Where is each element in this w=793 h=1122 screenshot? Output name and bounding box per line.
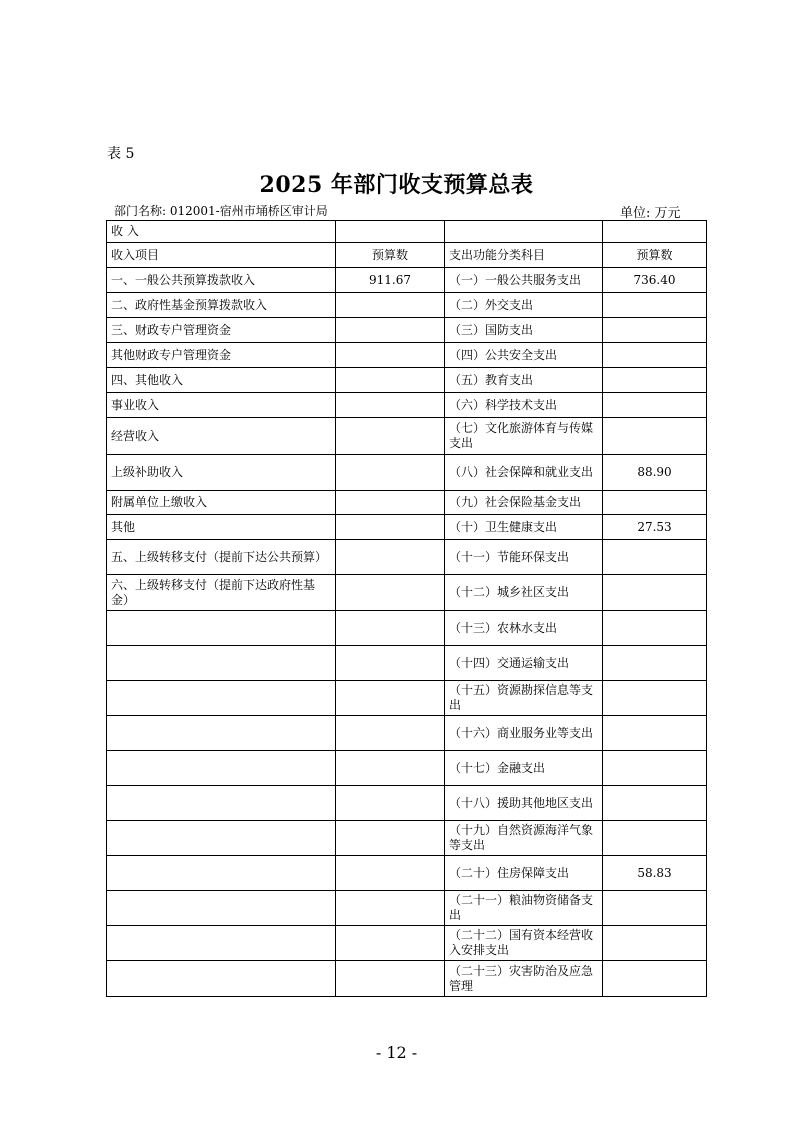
expense-amount-cell: 736.40 — [603, 268, 707, 293]
table-row — [107, 926, 707, 961]
income-item-cell: 二、政府性基金预算拨款收入 — [107, 293, 336, 318]
expense-amount-cell — [603, 393, 707, 418]
expense-item-cell: （十二）城乡社区支出 — [445, 575, 603, 611]
income-amount-cell — [336, 716, 445, 751]
expense-amount-cell — [603, 540, 707, 575]
income-amount-cell: 911.67 — [336, 268, 445, 293]
table-row — [107, 611, 707, 646]
department-name: 部门名称: 012001-宿州市埇桥区审计局 — [114, 204, 328, 218]
col-income-item: 收入项目 — [107, 243, 336, 268]
expense-item-cell: （十五）资源勘探信息等支出 — [445, 681, 603, 716]
income-item-cell: 附属单位上缴收入 — [107, 491, 336, 515]
expense-amount-cell — [603, 491, 707, 515]
section-income-label: 收 入 — [107, 221, 336, 243]
income-amount-cell — [336, 293, 445, 318]
income-item-cell: 一、一般公共预算拨款收入 — [107, 268, 336, 293]
income-item-cell: 经营收入 — [107, 418, 336, 455]
expense-amount-cell: 88.90 — [603, 455, 707, 491]
income-item-cell: 四、其他收入 — [107, 368, 336, 393]
income-item-cell — [107, 681, 336, 716]
table-row — [107, 856, 707, 891]
income-amount-cell — [336, 926, 445, 961]
col-expense-item: 支出功能分类科目 — [445, 243, 603, 268]
income-amount-cell — [336, 418, 445, 455]
expense-amount-cell — [603, 681, 707, 716]
table-row — [107, 891, 707, 926]
expense-amount-cell — [603, 418, 707, 455]
expense-amount-cell — [603, 293, 707, 318]
expense-item-cell: （十八）援助其他地区支出 — [445, 786, 603, 821]
income-amount-cell — [336, 455, 445, 491]
expense-amount-cell — [603, 318, 707, 343]
income-item-cell — [107, 926, 336, 961]
section-expense-label — [445, 221, 603, 243]
table-row — [107, 515, 707, 540]
income-item-cell — [107, 716, 336, 751]
page-number: - 12 - — [375, 1043, 418, 1062]
expense-item-cell: （九）社会保险基金支出 — [445, 491, 603, 515]
expense-item-cell: （五）教育支出 — [445, 368, 603, 393]
table-row — [107, 368, 707, 393]
income-item-cell — [107, 751, 336, 786]
expense-item-cell: （八）社会保障和就业支出 — [445, 455, 603, 491]
table-row — [107, 393, 707, 418]
expense-amount-cell — [603, 646, 707, 681]
income-amount-cell — [336, 393, 445, 418]
income-amount-cell — [336, 646, 445, 681]
expense-item-cell: （十六）商业服务业等支出 — [445, 716, 603, 751]
table-row — [107, 293, 707, 318]
income-amount-cell — [336, 856, 445, 891]
expense-amount-cell — [603, 786, 707, 821]
income-amount-cell — [336, 751, 445, 786]
income-amount-cell — [336, 515, 445, 540]
expense-item-cell: （六）科学技术支出 — [445, 393, 603, 418]
table-row — [107, 318, 707, 343]
income-item-cell: 六、上级转移支付（提前下达政府性基金） — [107, 575, 336, 611]
income-amount-cell — [336, 891, 445, 926]
table-row — [107, 681, 707, 716]
income-amount-cell — [336, 318, 445, 343]
section-income-blank — [336, 221, 445, 243]
section-expense-blank — [603, 221, 707, 243]
col-expense-budget: 预算数 — [603, 243, 707, 268]
income-amount-cell — [336, 611, 445, 646]
table-number: 表 5 — [107, 146, 135, 162]
income-item-cell — [107, 891, 336, 926]
expense-amount-cell — [603, 611, 707, 646]
expense-item-cell: （二十）住房保障支出 — [445, 856, 603, 891]
expense-item-cell: （十四）交通运输支出 — [445, 646, 603, 681]
income-amount-cell — [336, 681, 445, 716]
income-item-cell: 三、财政专户管理资金 — [107, 318, 336, 343]
table-row — [107, 961, 707, 997]
income-amount-cell — [336, 961, 445, 997]
income-amount-cell — [336, 343, 445, 368]
expense-amount-cell — [603, 343, 707, 368]
income-item-cell — [107, 856, 336, 891]
income-item-cell — [107, 961, 336, 997]
income-item-cell: 其他 — [107, 515, 336, 540]
table-row — [107, 540, 707, 575]
table-row — [107, 455, 707, 491]
expense-item-cell: （一）一般公共服务支出 — [445, 268, 603, 293]
expense-item-cell: （十九）自然资源海洋气象等支出 — [445, 821, 603, 856]
expense-amount-cell — [603, 961, 707, 997]
table-row — [107, 418, 707, 455]
expense-item-cell: （十七）金融支出 — [445, 751, 603, 786]
expense-amount-cell — [603, 891, 707, 926]
expense-amount-cell: 58.83 — [603, 856, 707, 891]
income-amount-cell — [336, 786, 445, 821]
table-row — [107, 786, 707, 821]
income-item-cell: 五、上级转移支付（提前下达公共预算） — [107, 540, 336, 575]
budget-table — [106, 220, 707, 997]
income-amount-cell — [336, 540, 445, 575]
table-row — [107, 646, 707, 681]
expense-amount-cell — [603, 368, 707, 393]
expense-amount-cell — [603, 751, 707, 786]
income-item-cell — [107, 646, 336, 681]
income-item-cell: 事业收入 — [107, 393, 336, 418]
section-header-row — [107, 221, 707, 243]
income-amount-cell — [336, 821, 445, 856]
expense-item-cell: （二）外交支出 — [445, 293, 603, 318]
expense-amount-cell — [603, 716, 707, 751]
expense-item-cell: （十）卫生健康支出 — [445, 515, 603, 540]
column-header-row — [107, 243, 707, 268]
table-row — [107, 575, 707, 611]
expense-amount-cell: 27.53 — [603, 515, 707, 540]
table-row — [107, 343, 707, 368]
table-row — [107, 821, 707, 856]
income-amount-cell — [336, 491, 445, 515]
table-row — [107, 491, 707, 515]
income-item-cell — [107, 821, 336, 856]
expense-item-cell: （三）国防支出 — [445, 318, 603, 343]
expense-amount-cell — [603, 926, 707, 961]
expense-item-cell: （二十一）粮油物资储备支出 — [445, 891, 603, 926]
expense-item-cell: （十一）节能环保支出 — [445, 540, 603, 575]
income-amount-cell — [336, 368, 445, 393]
expense-item-cell: （二十三）灾害防治及应急管理 — [445, 961, 603, 997]
expense-item-cell: （七）文化旅游体育与传媒支出 — [445, 418, 603, 455]
income-item-cell: 上级补助收入 — [107, 455, 336, 491]
income-item-cell — [107, 611, 336, 646]
col-income-budget: 预算数 — [336, 243, 445, 268]
expense-amount-cell — [603, 575, 707, 611]
page-title: 2025 年部门收支预算总表 — [259, 172, 534, 198]
table-row — [107, 751, 707, 786]
unit-label: 单位: 万元 — [620, 206, 681, 221]
expense-item-cell: （十三）农林水支出 — [445, 611, 603, 646]
income-item-cell: 其他财政专户管理资金 — [107, 343, 336, 368]
expense-item-cell: （四）公共安全支出 — [445, 343, 603, 368]
table-row — [107, 716, 707, 751]
table-row — [107, 268, 707, 293]
expense-amount-cell — [603, 821, 707, 856]
income-amount-cell — [336, 575, 445, 611]
income-item-cell — [107, 786, 336, 821]
expense-item-cell: （二十二）国有资本经营收入安排支出 — [445, 926, 603, 961]
